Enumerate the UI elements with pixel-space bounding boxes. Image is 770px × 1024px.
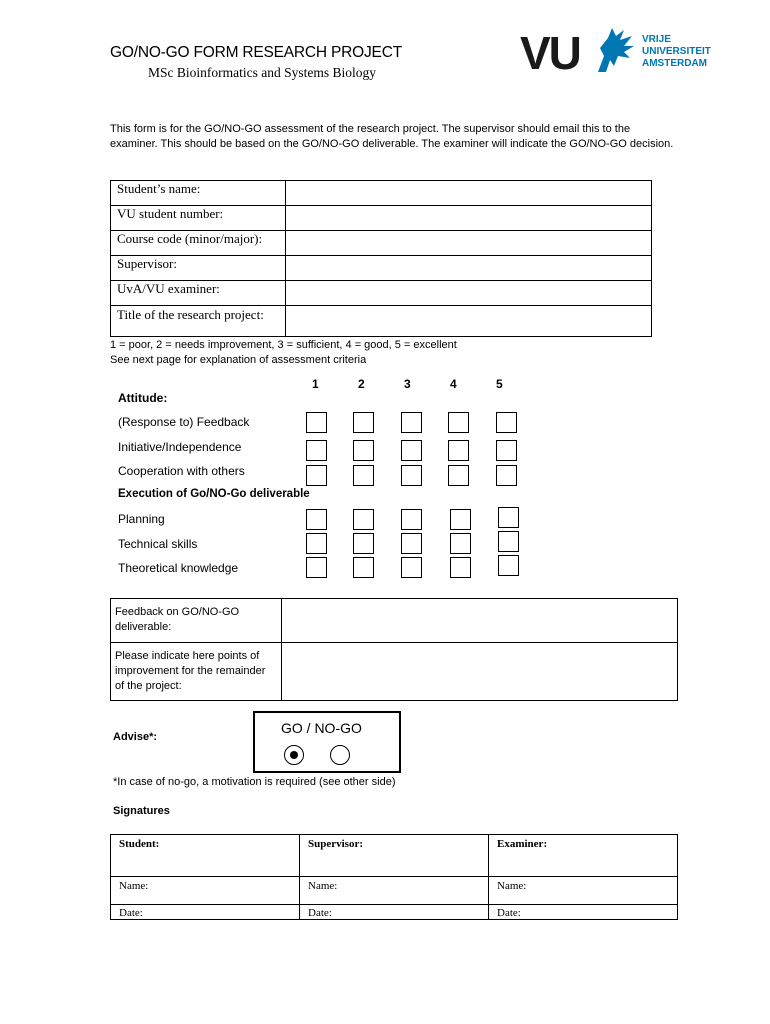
cooperation-score-3-checkbox[interactable]	[401, 465, 422, 486]
info-label: Supervisor:	[111, 256, 286, 281]
technical-score-5-checkbox[interactable]	[498, 531, 519, 552]
logo-line-1: VRIJE	[642, 34, 671, 45]
technical-score-3-checkbox[interactable]	[401, 533, 422, 554]
info-label: UvA/VU examiner:	[111, 281, 286, 306]
planning-score-5-checkbox[interactable]	[498, 507, 519, 528]
planning-score-3-checkbox[interactable]	[401, 509, 422, 530]
feedback-score-1-checkbox[interactable]	[306, 412, 327, 433]
attitude-heading: Attitude:	[118, 391, 168, 405]
supervisor-date-cell[interactable]: Date:	[300, 905, 489, 920]
supervisor-name-cell[interactable]: Name:	[300, 877, 489, 905]
logo-line-2: UNIVERSITEIT	[642, 46, 711, 57]
planning-score-2-checkbox[interactable]	[353, 509, 374, 530]
cooperation-score-1-checkbox[interactable]	[306, 465, 327, 486]
info-row	[111, 306, 652, 337]
examiner-date-cell[interactable]: Date:	[489, 905, 678, 920]
improvement-label: Please indicate here points of improvement for the remainder of the project:	[111, 643, 282, 701]
info-row	[111, 206, 652, 231]
theoretical-score-4-checkbox[interactable]	[450, 557, 471, 578]
logo-line-3: AMSTERDAM	[642, 58, 707, 69]
student-name-cell[interactable]: Name:	[111, 877, 300, 905]
cooperation-score-2-checkbox[interactable]	[353, 465, 374, 486]
logo-letters: VU	[520, 27, 580, 79]
scale-number: 4	[450, 377, 457, 391]
initiative-score-3-checkbox[interactable]	[401, 440, 422, 461]
feedback-table	[110, 598, 678, 701]
go-no-go-label: GO / NO-GO	[281, 720, 362, 736]
examiner-name-cell[interactable]: Name:	[489, 877, 678, 905]
no-go-note: *In case of no-go, a motivation is required (see other side)	[113, 776, 396, 788]
feedback-score-2-checkbox[interactable]	[353, 412, 374, 433]
planning-score-4-checkbox[interactable]	[450, 509, 471, 530]
info-row	[111, 256, 652, 281]
go-no-go-box	[253, 711, 401, 773]
name-row	[111, 877, 678, 905]
theoretical-score-5-checkbox[interactable]	[498, 555, 519, 576]
form-subtitle: MSc Bioinformatics and Systems Biology	[148, 65, 376, 80]
scale-line-1: 1 = poor, 2 = needs improvement, 3 = sufficient, 4 = good, 5 = excellent	[110, 339, 457, 351]
initiative-score-4-checkbox[interactable]	[448, 440, 469, 461]
course-code-field[interactable]	[286, 231, 652, 256]
scale-number: 3	[404, 377, 411, 391]
planning-score-1-checkbox[interactable]	[306, 509, 327, 530]
improvement-field[interactable]	[282, 643, 678, 701]
student-signature-cell[interactable]	[111, 835, 300, 877]
theoretical-score-1-checkbox[interactable]	[306, 557, 327, 578]
student-date-cell[interactable]: Date:	[111, 905, 300, 920]
feedback-score-4-checkbox[interactable]	[448, 412, 469, 433]
feedback-score-3-checkbox[interactable]	[401, 412, 422, 433]
signature-row	[111, 835, 678, 877]
execution-heading: Execution of Go/NO-Go deliverable	[118, 488, 310, 500]
scale-legend	[110, 338, 457, 368]
cooperation-score-4-checkbox[interactable]	[448, 465, 469, 486]
cooperation-score-5-checkbox[interactable]	[496, 465, 517, 486]
signature-column-label: Supervisor:	[308, 838, 363, 850]
feedback-row	[111, 599, 678, 643]
criterion-label: Planning	[118, 512, 165, 526]
initiative-score-5-checkbox[interactable]	[496, 440, 517, 461]
signature-column-label: Student:	[119, 838, 160, 850]
examiner-signature-cell[interactable]	[489, 835, 678, 877]
form-title: GO/NO-GO FORM RESEARCH PROJECT	[110, 44, 402, 61]
info-label: Student’s name:	[111, 181, 286, 206]
info-label: VU student number:	[111, 206, 286, 231]
scale-number: 2	[358, 377, 365, 391]
initiative-score-1-checkbox[interactable]	[306, 440, 327, 461]
theoretical-score-2-checkbox[interactable]	[353, 557, 374, 578]
vu-logo	[520, 26, 720, 79]
examiner-field[interactable]	[286, 281, 652, 306]
technical-score-2-checkbox[interactable]	[353, 533, 374, 554]
criterion-label: Cooperation with others	[118, 464, 245, 478]
advise-label: Advise*:	[113, 731, 158, 743]
scale-number: 5	[496, 377, 503, 391]
technical-score-1-checkbox[interactable]	[306, 533, 327, 554]
technical-score-4-checkbox[interactable]	[450, 533, 471, 554]
info-label: Course code (minor/major):	[111, 231, 286, 256]
theoretical-score-3-checkbox[interactable]	[401, 557, 422, 578]
student-info-table	[110, 180, 652, 337]
no-go-radio[interactable]	[330, 745, 350, 765]
criterion-label: Technical skills	[118, 537, 198, 551]
info-row	[111, 281, 652, 306]
student-number-field[interactable]	[286, 206, 652, 231]
info-row	[111, 231, 652, 256]
project-title-field[interactable]	[286, 306, 652, 337]
info-row	[111, 181, 652, 206]
student-name-field[interactable]	[286, 181, 652, 206]
go-radio[interactable]	[284, 745, 304, 765]
criterion-label: Initiative/Independence	[118, 440, 242, 454]
initiative-score-2-checkbox[interactable]	[353, 440, 374, 461]
info-label: Title of the research project:	[111, 306, 286, 337]
criterion-label: Theoretical knowledge	[118, 561, 239, 575]
logo-wordmark	[642, 34, 711, 70]
criterion-label: (Response to) Feedback	[118, 415, 250, 429]
intro-text: This form is for the GO/NO-GO assessment of the research project. The supervisor should email this to the examiner. This should be based on the GO/NO-GO deliverable. The examiner will indicate the GO/NO-GO decision.	[110, 123, 674, 150]
griffin-icon	[590, 26, 636, 74]
feedback-field[interactable]	[282, 599, 678, 643]
signature-column-label: Examiner:	[497, 838, 548, 850]
supervisor-field[interactable]	[286, 256, 652, 281]
date-row	[111, 905, 678, 920]
signatures-heading: Signatures	[113, 805, 170, 817]
feedback-row	[111, 643, 678, 701]
supervisor-signature-cell[interactable]	[300, 835, 489, 877]
feedback-score-5-checkbox[interactable]	[496, 412, 517, 433]
signatures-table	[110, 834, 678, 920]
feedback-label: Feedback on GO/NO-GO deliverable:	[111, 599, 282, 643]
scale-number: 1	[312, 377, 319, 391]
scale-line-2: See next page for explanation of assessment criteria	[110, 354, 367, 366]
